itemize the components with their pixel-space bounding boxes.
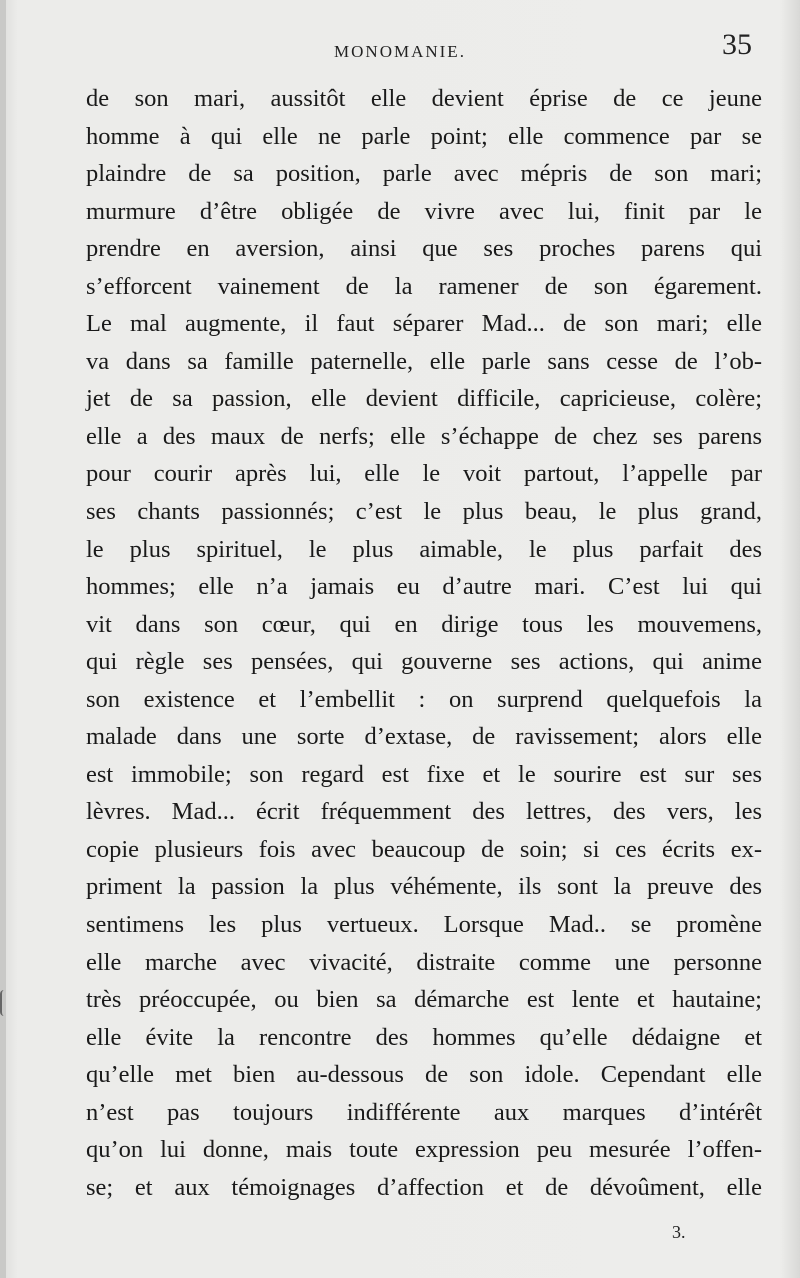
text-line: s’efforcent vainement de la ramener de son égarement. xyxy=(86,272,762,300)
text-line: le plus spirituel, le plus aimable, le plus parfait des xyxy=(86,535,762,563)
text-line: de son mari, aussitôt elle devient éprise de ce jeune xyxy=(86,85,762,112)
text-line: hommes; elle n’a jamais eu d’autre mari. C’est lui qui xyxy=(86,573,762,601)
body-text xyxy=(86,80,762,1206)
text-line: prendre en aversion, ainsi que ses proches parens qui xyxy=(86,235,762,263)
text-line: malade dans une sorte d’extase, de ravissement; alors elle xyxy=(86,723,762,751)
text-line: murmure d’être obligée de vivre avec lui, finit par le xyxy=(86,197,762,225)
text-line: Le mal augmente, il faut séparer Mad... de son mari; elle xyxy=(86,310,762,338)
text-line: qu’elle met bien au-dessous de son idole. Cependant elle xyxy=(86,1061,762,1089)
text-line: priment la passion la plus véhémente, ils sont la preuve des xyxy=(86,873,762,901)
margin-mark xyxy=(0,990,10,1016)
text-line: qui règle ses pensées, qui gouverne ses actions, qui anime xyxy=(86,648,762,676)
signature-mark: 3. xyxy=(672,1222,686,1242)
text-line: son existence et l’embellit : on surprend quelquefois la xyxy=(86,685,762,713)
text-line: est immobile; son regard est fixe et le sourire est sur ses xyxy=(86,760,762,788)
text-line: homme à qui elle ne parle point; elle commence par se xyxy=(86,122,762,150)
text-line: va dans sa famille paternelle, elle parle sans cesse de l’ob- xyxy=(86,347,762,375)
text-line: très préoccupée, ou bien sa démarche est lente et hautaine; xyxy=(86,986,762,1014)
text-line: elle évite la rencontre des hommes qu’elle dédaigne et xyxy=(86,1023,762,1051)
text-line: lèvres. Mad... écrit fréquemment des lettres, des vers, les xyxy=(86,798,762,826)
text-line: se; et aux témoignages d’affection et de dévoûment, elle xyxy=(86,1173,762,1201)
text-line: elle marche avec vivacité, distraite comme une personne xyxy=(86,948,762,976)
text-line: pour courir après lui, elle le voit partout, l’appelle par xyxy=(86,460,762,488)
text-line: n’est pas toujours indifférente aux marques d’intérêt xyxy=(86,1098,762,1126)
text-line: sentimens les plus vertueux. Lorsque Mad.. se promène xyxy=(86,911,762,939)
running-title: MONOMANIE. xyxy=(334,42,466,61)
page-edge-shadow xyxy=(0,0,6,1278)
text-line: vit dans son cœur, qui en dirige tous les mouvemens, xyxy=(86,610,762,638)
text-line: jet de sa passion, elle devient difficile, capricieuse, colère; xyxy=(86,385,762,413)
text-line: plaindre de sa position, parle avec mépris de son mari; xyxy=(86,160,762,188)
page-number: 35 xyxy=(722,28,752,61)
text-line: copie plusieurs fois avec beaucoup de soin; si ces écrits ex- xyxy=(86,835,762,863)
text-line: ses chants passionnés; c’est le plus beau, le plus grand, xyxy=(86,498,762,526)
text-line: qu’on lui donne, mais toute expression peu mesurée l’offen- xyxy=(86,1136,762,1164)
text-line: elle a des maux de nerfs; elle s’échappe de chez ses parens xyxy=(86,422,762,450)
